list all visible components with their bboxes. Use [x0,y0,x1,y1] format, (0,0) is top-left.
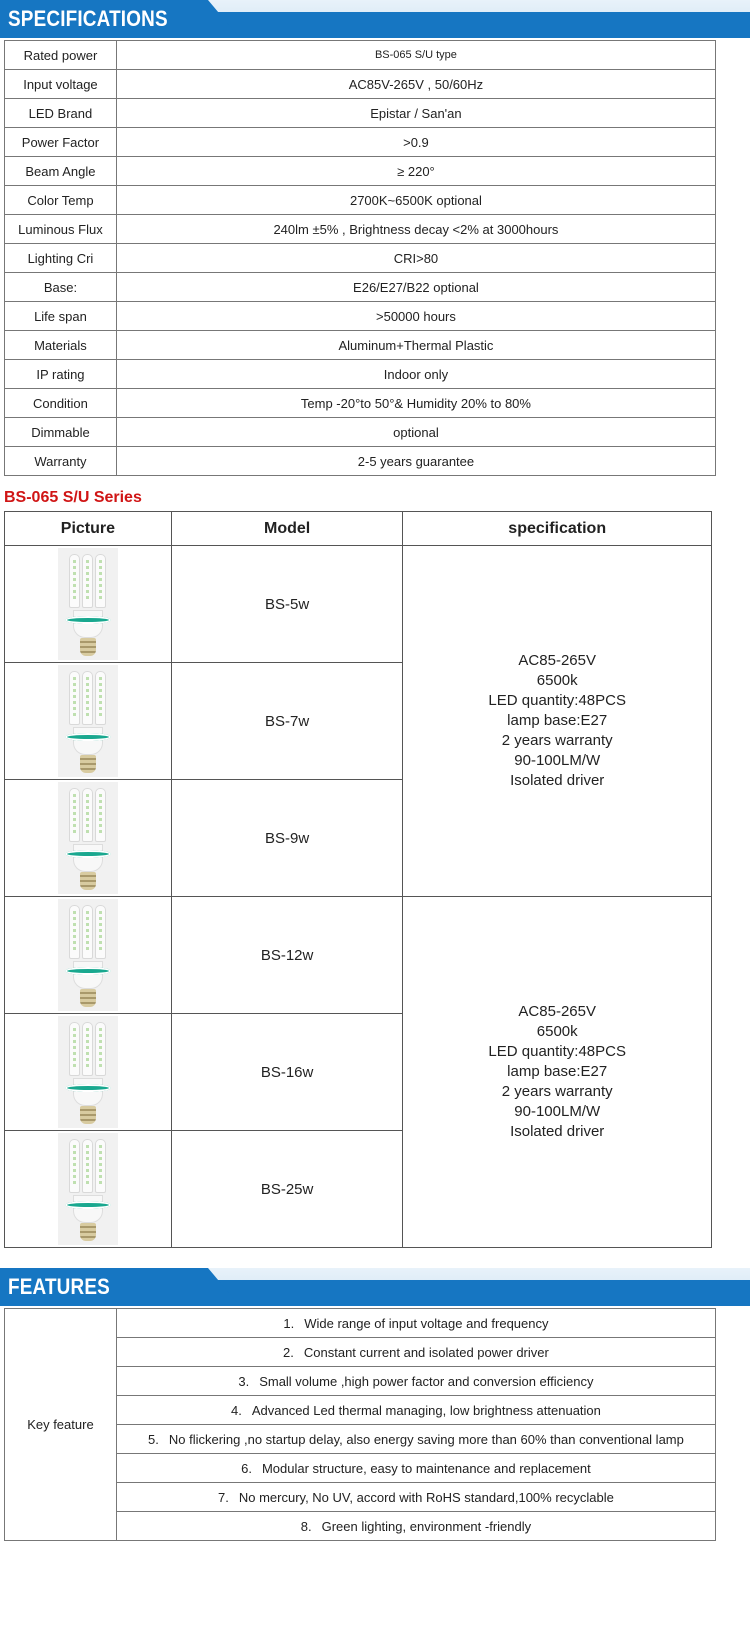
series-header-row [5,512,712,546]
features-table [4,1308,716,1541]
feature-number: 3. [238,1373,250,1389]
spec-value: AC85V-265V , 50/60Hz [116,70,715,99]
model-cell: BS-5w [171,546,403,663]
spec-row [5,360,716,389]
spec-value: CRI>80 [116,244,715,273]
spec-value: optional [116,418,715,447]
spec-value: BS-065 S/U type [116,41,715,70]
specification-cell [403,546,712,897]
model-cell: BS-25w [171,1131,403,1248]
spec-value: Indoor only [116,360,715,389]
feature-text: Modular structure, easy to maintenance and replacement [261,1460,591,1476]
spec-line: AC85-265V [518,652,596,669]
spec-value: E26/E27/B22 optional [116,273,715,302]
feature-text: Green lighting, environment -friendly [321,1518,532,1534]
spec-value: Temp -20°to 50°& Humidity 20% to 80% [116,389,715,418]
spec-row [5,157,716,186]
feature-item [116,1425,715,1454]
picture-cell [5,1014,172,1131]
picture-cell [5,897,172,1014]
spec-label: Input voltage [5,70,117,99]
spec-value: Aluminum+Thermal Plastic [116,331,715,360]
spec-row [5,273,716,302]
spec-line: LED quantity:48PCS [488,1043,626,1060]
spec-row [5,447,716,476]
features-banner [0,1268,750,1306]
spec-label: Materials [5,331,117,360]
spec-row [5,99,716,128]
spec-row [5,331,716,360]
spec-line: lamp base:E27 [507,712,608,729]
spec-row [5,70,716,99]
spec-label: Lighting Cri [5,244,117,273]
feature-number: 2. [283,1344,294,1360]
feature-text: Small volume ,high power factor and conversion efficiency [259,1373,594,1389]
series-title: BS-065 S/U Series [4,489,142,506]
feature-text: No flickering ,no startup delay, also energy saving more than 60% than conventional lamp [168,1431,684,1447]
feature-item [116,1512,715,1541]
specification-cell [403,897,712,1248]
spec-row [5,41,716,70]
feature-row [5,1309,716,1338]
spec-line: 90-100LM/W [514,752,601,769]
led-corn-bulb-icon [58,782,118,894]
header-specification: specification [403,512,712,546]
spec-value: >50000 hours [116,302,715,331]
spec-line: lamp base:E27 [507,1063,608,1080]
feature-text: Advanced Led thermal managing, low brightness attenuation [251,1402,601,1418]
spec-value: 240lm ±5% , Brightness decay <2% at 3000hours [116,215,715,244]
model-cell: BS-9w [171,780,403,897]
spec-line: LED quantity:48PCS [488,692,626,709]
specifications-table [4,40,716,476]
spec-value: >0.9 [116,128,715,157]
spec-line: AC85-265V [518,1003,596,1020]
spec-line: Isolated driver [510,772,605,789]
model-cell: BS-16w [171,1014,403,1131]
spec-line: 2 years warranty [501,732,613,749]
spec-line: Isolated driver [510,1123,605,1140]
feature-item [116,1338,715,1367]
spec-label: Luminous Flux [5,215,117,244]
series-row [5,897,712,1014]
feature-number: 6. [241,1460,252,1476]
spec-line: 90-100LM/W [514,1103,601,1120]
picture-cell [5,546,172,663]
model-cell: BS-12w [171,897,403,1014]
led-corn-bulb-icon [58,899,118,1011]
spec-row [5,302,716,331]
picture-cell [5,780,172,897]
feature-item [116,1396,715,1425]
spec-row [5,186,716,215]
feature-item [116,1309,715,1338]
feature-number: 7. [218,1489,229,1505]
spec-label: Color Temp [5,186,117,215]
header-model: Model [171,512,403,546]
feature-number: 5. [148,1431,159,1447]
spec-value: Epistar / San'an [116,99,715,128]
feature-number: 4. [230,1402,242,1418]
spec-value: 2700K~6500K optional [116,186,715,215]
feature-text: Wide range of input voltage and frequency [304,1315,549,1331]
spec-line: 2 years warranty [501,1083,613,1100]
led-corn-bulb-icon [58,1133,118,1245]
spec-label: Life span [5,302,117,331]
spec-label: LED Brand [5,99,117,128]
specifications-banner [0,0,750,38]
spec-row [5,215,716,244]
feature-item [116,1454,715,1483]
key-feature-label: Key feature [5,1309,117,1541]
spec-row [5,418,716,447]
spec-label: Beam Angle [5,157,117,186]
spec-label: IP rating [5,360,117,389]
series-row [5,546,712,663]
feature-text: No mercury, No UV, accord with RoHS standard,100% recyclable [238,1489,614,1505]
spec-value: 2-5 years guarantee [116,447,715,476]
spec-line: 6500k [536,672,578,689]
spec-line: 6500k [536,1023,578,1040]
led-corn-bulb-icon [58,548,118,660]
feature-item [116,1367,715,1396]
features-heading: FEATURES [8,1274,110,1299]
spec-label: Warranty [5,447,117,476]
series-table [4,511,712,1248]
spec-label: Power Factor [5,128,117,157]
spec-label: Dimmable [5,418,117,447]
led-corn-bulb-icon [58,665,118,777]
spec-label: Condition [5,389,117,418]
model-cell: BS-7w [171,663,403,780]
spec-row [5,128,716,157]
spec-value: ≥ 220° [116,157,715,186]
feature-number: 1. [283,1315,295,1331]
picture-cell [5,663,172,780]
picture-cell [5,1131,172,1248]
specifications-heading: SPECIFICATIONS [8,6,168,31]
spec-label: Base: [5,273,117,302]
spec-row [5,244,716,273]
feature-number: 8. [300,1518,312,1534]
feature-text: Constant current and isolated power driver [303,1344,549,1360]
header-picture: Picture [5,512,172,546]
spec-label: Rated power [5,41,117,70]
spec-row [5,389,716,418]
led-corn-bulb-icon [58,1016,118,1128]
feature-item [116,1483,715,1512]
